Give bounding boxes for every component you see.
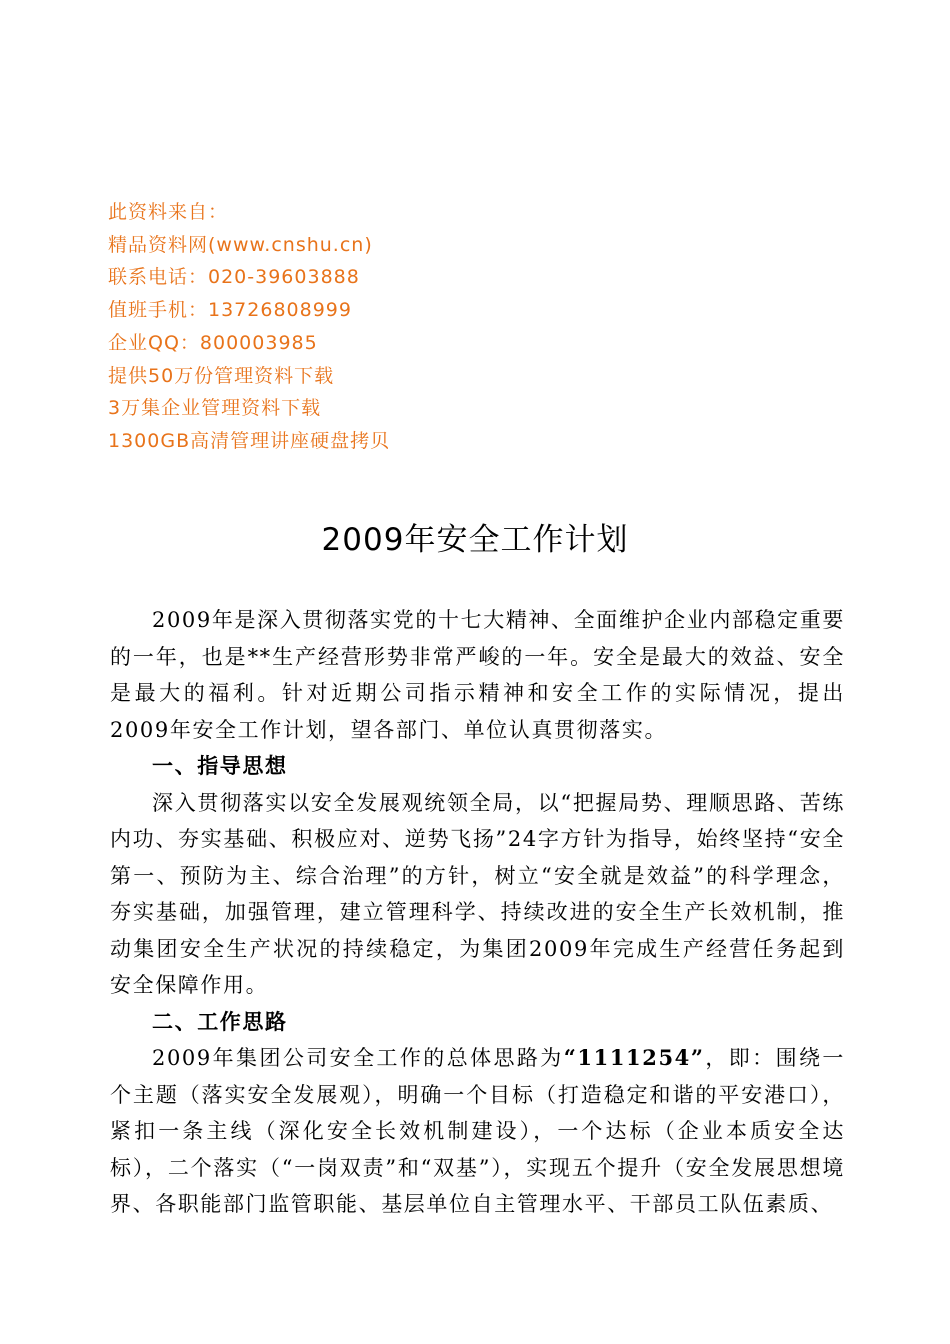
source-qq-line: 企业QQ：800003985: [108, 331, 318, 354]
source-line: 此资料来自：: [108, 201, 229, 223]
source-line: 提供50万份管理资料下载: [108, 364, 335, 387]
source-website-line[interactable]: 精品资料网(www.cnshu.cn): [108, 233, 373, 256]
source-phone-line: 联系电话：020-39603888: [108, 266, 360, 289]
work-approach-paragraph: [110, 1040, 845, 1223]
intro-paragraph: 2009年是深入贯彻落实党的十七大精神、全面维护企业内部稳定重要的一年，也是**生产经营形势非常严峻的一年。安全是最大的效益、安全是最大的福利。针对近期公司指示精神和安全工作的实际情况，提出2009年安全工作计划，望各部门、单位认真贯彻落实。: [110, 608, 845, 742]
source-line: 3万集企业管理资料下载: [108, 397, 322, 420]
work-approach-text-continued: ，即：围绕一个主题（落实安全发展观），明确一个目标（打造稳定和谐的平安港口），紧扣一条主线（深化安全长效机制建设），一个达标（企业本质安全达标），二个落实（“一岗双责”和“双基”），实现五个提升（安全发展思想境界、各职能部门监管职能、基层单位自主管理水平、干部员工队伍素质、: [110, 1046, 845, 1216]
guiding-ideology-paragraph: 深入贯彻落实以安全发展观统领全局，以“把握局势、理顺思路、苦练内功、夯实基础、积极应对、逆势飞扬”24字方针为指导，始终坚持“安全第一、预防为主、综合治理”的方针，树立“安全就是效益”的科学理念，夯实基础，加强管理，建立管理科学、持续改进的安全生产长效机制，推动集团安全生产状况的持续稳定，为集团2009年完成生产经营任务起到安全保障作用。: [110, 790, 845, 997]
section-heading-work-approach: 二、工作思路: [152, 1009, 288, 1034]
source-mobile-line: 值班手机：13726808999: [108, 299, 352, 322]
document-body: [110, 602, 845, 1223]
source-info-block: [108, 196, 390, 458]
work-approach-code: “1111254”: [563, 1045, 705, 1070]
work-approach-text: 2009年集团公司安全工作的总体思路为: [152, 1046, 564, 1070]
source-line: 1300GB高清管理讲座硬盘拷贝: [108, 429, 391, 452]
section-heading-guiding-ideology: 一、指导思想: [152, 754, 288, 778]
document-title: 2009年安全工作计划: [321, 522, 629, 558]
